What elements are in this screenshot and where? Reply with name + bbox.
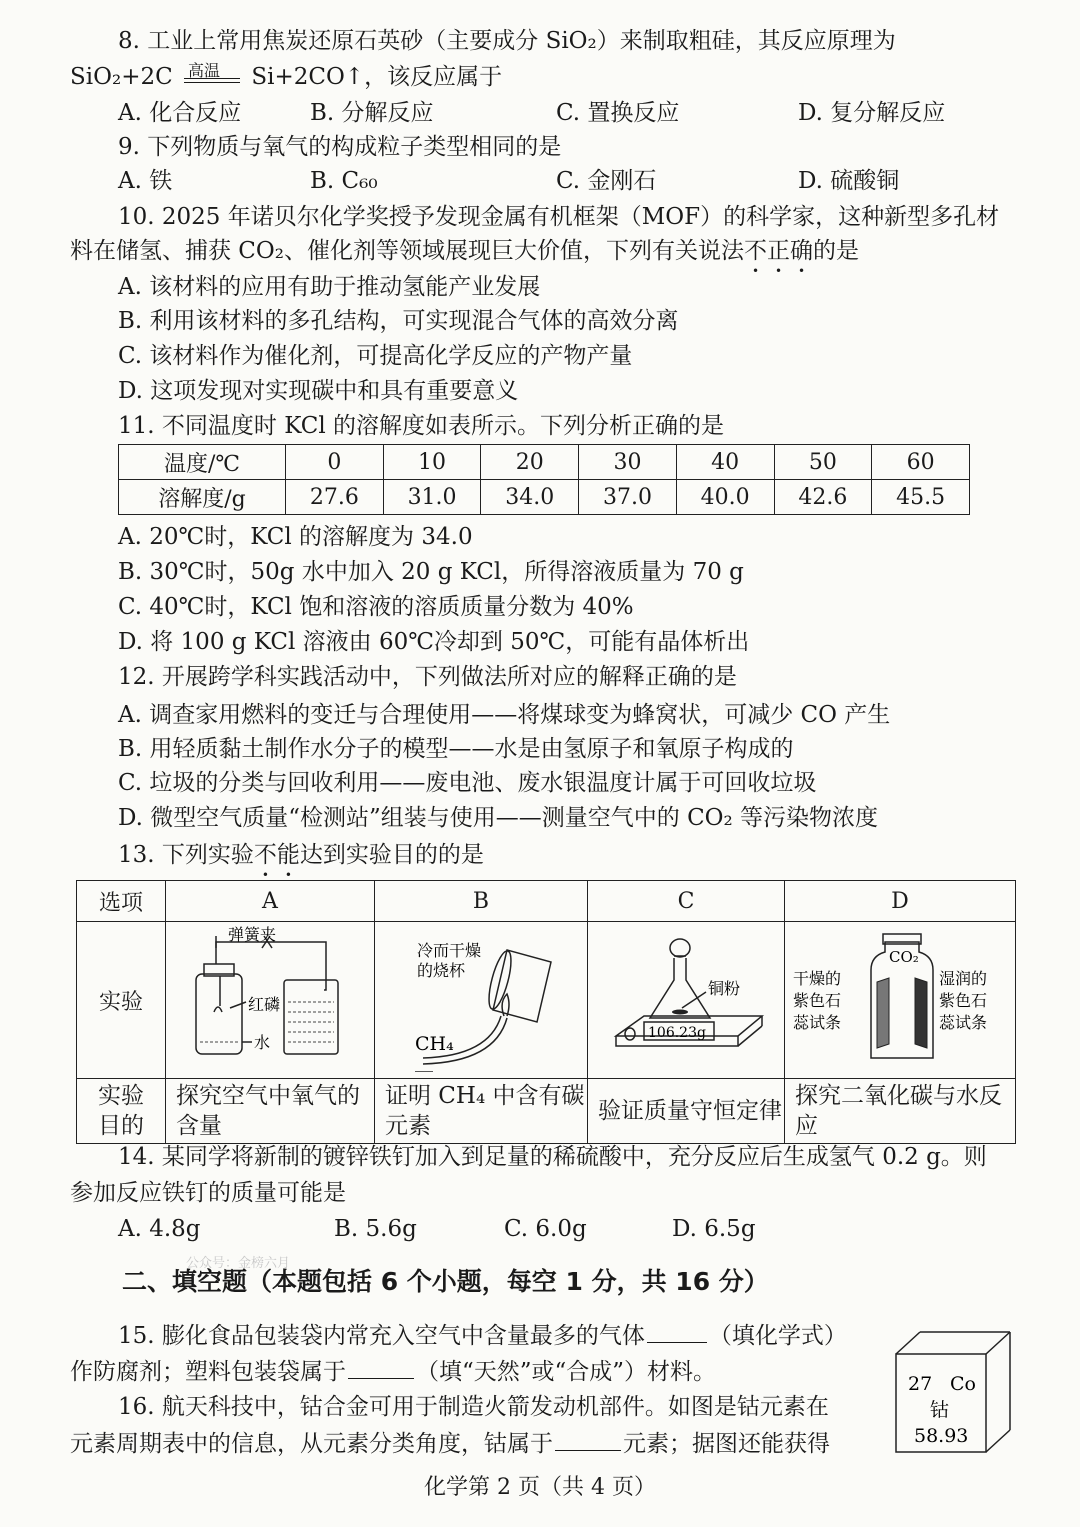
purpose-b: 证明 CH₄ 中含有碳元素 — [375, 1079, 588, 1144]
page-footer: 化学第 2 页（共 4 页） — [424, 1475, 656, 1500]
temp-cell: 10 — [383, 445, 481, 480]
solubility-cell: 31.0 — [383, 480, 481, 515]
table-row — [77, 922, 1016, 1079]
temp-cell: 40 — [676, 445, 774, 480]
q12-option-a[interactable]: A. 调查家用燃料的变迁与合理使用——将煤球变为蜂窝状，可减少 CO 产生 — [118, 702, 891, 728]
temp-cell: 0 — [286, 445, 384, 480]
label-d-wet-line2: 紫色石 — [939, 991, 988, 1010]
q15-line2: 作防腐剂；塑料包装袋属于 （填“天然”或“合成”）材料。 — [70, 1356, 716, 1387]
q11-option-c[interactable]: C. 40℃时，KCl 饱和溶液的溶质质量分数为 40% — [118, 594, 634, 620]
label-d-co2: CO₂ — [889, 948, 919, 966]
q15-blank-1[interactable] — [647, 1320, 707, 1343]
q10-option-a[interactable]: A. 该材料的应用有助于推动氢能产业发展 — [118, 274, 541, 300]
q8-option-b[interactable]: B. 分解反应 — [310, 100, 434, 126]
label-c-copper: 铜粉 — [708, 979, 741, 998]
q10-option-b[interactable]: B. 利用该材料的多孔结构，可实现混合气体的高效分离 — [118, 308, 679, 334]
q11-stem: 11. 不同温度时 KCl 的溶解度如表所示。下列分析正确的是 — [118, 413, 725, 439]
element-box-diagram — [894, 1330, 1012, 1456]
section-heading: 二、填空题（本题包括 6 个小题，每空 1 分，共 16 分） — [122, 1267, 769, 1296]
purpose-c: 验证质量守恒定律 — [588, 1079, 785, 1144]
temp-cell: 50 — [774, 445, 872, 480]
solubility-cell: 45.5 — [872, 480, 970, 515]
figure-d — [785, 922, 1016, 1079]
q8-option-a[interactable]: A. 化合反应 — [118, 100, 242, 126]
q9-option-b[interactable]: B. C₆₀ — [310, 168, 378, 194]
header-c: C — [588, 881, 785, 922]
figure-c — [588, 922, 785, 1079]
label-b-beaker-line1: 冷而干燥 — [417, 941, 482, 960]
q14-option-b[interactable]: B. 5.6g — [334, 1216, 417, 1242]
q10-option-d[interactable]: D. 这项发现对实现碳中和具有重要意义 — [118, 378, 519, 404]
q9-option-d[interactable]: D. 硫酸铜 — [798, 168, 900, 194]
temp-cell: 30 — [579, 445, 677, 480]
q11-option-a[interactable]: A. 20℃时，KCl 的溶解度为 34.0 — [118, 524, 473, 550]
row-label-experiment: 实验 — [77, 922, 166, 1079]
methane-combustion-diagram — [375, 922, 587, 1072]
q12-option-d[interactable]: D. 微型空气质量“检测站”组装与使用——测量空气中的 CO₂ 等污染物浓度 — [118, 805, 879, 831]
co2-water-diagram — [785, 922, 1015, 1072]
q8-eq-left: SiO₂+2C — [70, 64, 173, 90]
q14-option-d[interactable]: D. 6.5g — [672, 1216, 756, 1242]
figure-b — [375, 922, 588, 1079]
q11-option-d[interactable]: D. 将 100 g KCl 溶液由 60℃冷却到 50℃，可能有晶体析出 — [118, 629, 750, 655]
q14-option-a[interactable]: A. 4.8g — [118, 1216, 201, 1242]
header-d: D — [785, 881, 1016, 922]
q8-equation — [70, 62, 502, 92]
label-d-wet-line1: 湿润的 — [939, 969, 988, 988]
header-option: 选项 — [77, 881, 166, 922]
row-label-purpose: 实验目的 — [77, 1079, 166, 1144]
element-mass: 58.93 — [914, 1425, 969, 1447]
label-b-beaker-line2: 的烧杯 — [417, 961, 466, 980]
q9-option-c[interactable]: C. 金刚石 — [556, 168, 657, 194]
row-label-temp: 温度/℃ — [119, 445, 286, 480]
q12-option-c[interactable]: C. 垃圾的分类与回收利用——废电池、废水银温度计属于可回收垃圾 — [118, 770, 817, 796]
q10-emphasis: 不正确 — [744, 238, 813, 264]
element-name: 钴 — [930, 1399, 950, 1421]
element-symbol: Co — [950, 1373, 976, 1395]
figure-a — [166, 922, 375, 1079]
q16-line1: 16. 航天科技中，钴合金可用于制造火箭发动机部件。如图是钴元素在 — [118, 1394, 829, 1420]
solubility-cell: 40.0 — [676, 480, 774, 515]
table-row — [119, 445, 970, 480]
solubility-cell: 34.0 — [481, 480, 579, 515]
purpose-d: 探究二氧化碳与水反应 — [785, 1079, 1016, 1144]
q9-option-a[interactable]: A. 铁 — [118, 168, 173, 194]
solubility-table — [118, 444, 970, 515]
q16-blank-1[interactable] — [555, 1428, 621, 1451]
q14-option-c[interactable]: C. 6.0g — [504, 1216, 587, 1242]
q10-stem-line2: 料在储氢、捕获 CO₂、催化剂等领域展现巨大价值，下列有关说法不正确的是 — [70, 238, 859, 264]
label-c-scale-reading: 106.23g — [648, 1025, 706, 1041]
q8-eq-condition: 高温 — [184, 68, 240, 88]
periodic-element-cell — [894, 1330, 1012, 1462]
header-a: A — [166, 881, 375, 922]
experiment-table — [76, 880, 1016, 1144]
q15-blank-2[interactable] — [348, 1356, 414, 1379]
element-number: 27 — [908, 1373, 933, 1395]
q15-line1: 15. 膨化食品包装袋内常充入空气中含量最多的气体 （填化学式） — [118, 1320, 847, 1351]
oxygen-content-apparatus-diagram — [166, 922, 374, 1072]
temp-cell: 60 — [872, 445, 970, 480]
label-d-dry-line1: 干燥的 — [793, 969, 842, 988]
label-d-wet-line3: 蕊试条 — [939, 1013, 988, 1032]
q8-eq-right: Si+2CO↑，该反应属于 — [251, 64, 503, 90]
q12-option-b[interactable]: B. 用轻质黏土制作水分子的模型——水是由氢原子和氧原子构成的 — [118, 736, 794, 762]
label-b-methane: CH₄ — [415, 1033, 454, 1055]
q9-stem: 9. 下列物质与氧气的构成粒子类型相同的是 — [118, 134, 562, 160]
table-row — [119, 480, 970, 515]
q13-stem: 13. 下列实验不能达到实验目的的是 — [118, 842, 484, 868]
q11-option-b[interactable]: B. 30℃时，50g 水中加入 20 g KCl，所得溶液质量为 70 g — [118, 559, 744, 585]
q8-option-c[interactable]: C. 置换反应 — [556, 100, 680, 126]
table-row — [77, 1079, 1016, 1144]
label-d-dry-line2: 紫色石 — [793, 991, 842, 1010]
solubility-cell: 42.6 — [774, 480, 872, 515]
q8-option-d[interactable]: D. 复分解反应 — [798, 100, 946, 126]
q10-option-c[interactable]: C. 该材料作为催化剂，可提高化学反应的产物产量 — [118, 343, 633, 369]
mass-conservation-diagram — [588, 922, 784, 1072]
table-row — [77, 881, 1016, 922]
q8-stem: 8. 工业上常用焦炭还原石英砂（主要成分 SiO₂）来制取粗硅，其反应原理为 — [118, 28, 896, 54]
q13-emphasis: 不能 — [253, 842, 300, 868]
row-label-solubility: 溶解度/g — [119, 480, 286, 515]
label-a-phosphorus: 红磷 — [248, 995, 281, 1014]
q10-stem-line1: 10. 2025 年诺贝尔化学奖授予发现金属有机框架（MOF）的科学家，这种新型多孔材 — [118, 204, 1000, 230]
q12-stem: 12. 开展跨学科实践活动中，下列做法所对应的解释正确的是 — [118, 664, 737, 690]
solubility-cell: 37.0 — [579, 480, 677, 515]
solubility-cell: 27.6 — [286, 480, 384, 515]
q14-stem-line2: 参加反应铁钉的质量可能是 — [70, 1180, 346, 1206]
watermark: 公众号：金榜六月 — [186, 1256, 291, 1271]
label-a-clip: 弹簧夹 — [228, 925, 277, 944]
label-a-water: 水 — [254, 1033, 271, 1052]
q14-stem-line1: 14. 某同学将新制的镀锌铁钉加入到足量的稀硫酸中，充分反应后生成氢气 0.2 g。则 — [118, 1144, 987, 1170]
header-b: B — [375, 881, 588, 922]
label-d-dry-line3: 蕊试条 — [793, 1013, 842, 1032]
q16-line2: 元素周期表中的信息，从元素分类角度，钴属于 元素；据图还能获得 — [70, 1428, 830, 1459]
temp-cell: 20 — [481, 445, 579, 480]
purpose-a: 探究空气中氧气的含量 — [166, 1079, 375, 1144]
